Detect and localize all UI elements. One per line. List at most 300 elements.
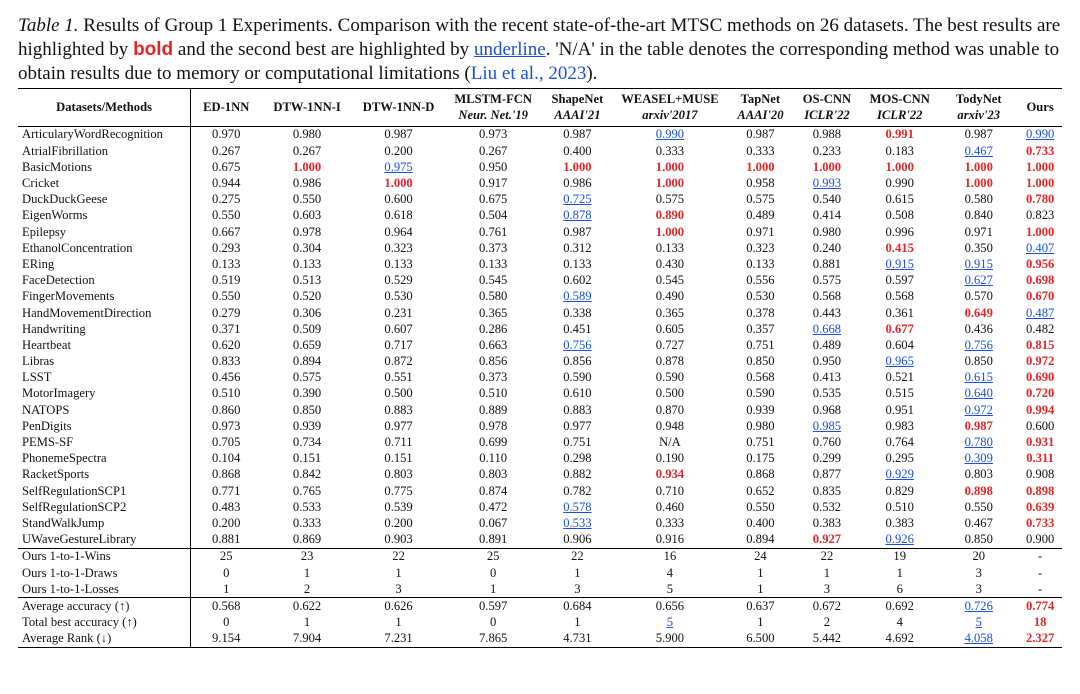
row-label: Cricket [18,176,191,192]
value: 0.618 [384,208,413,223]
results-table [18,88,1062,648]
best-value: 1.000 [746,159,775,174]
value: 0.656 [655,598,685,613]
second-best-value: 0.990 [655,127,685,142]
value-cell [939,581,1018,598]
row-label: BasicMotions [18,159,191,175]
value-cell [261,143,353,159]
value: 0.978 [292,224,322,239]
value: 0.803 [479,467,508,482]
value-cell [444,159,542,175]
value-cell [794,127,861,144]
value: 0.267 [212,143,241,158]
row-label: SelfRegulationSCP1 [18,483,191,499]
best-value: 0.898 [1025,483,1055,498]
value: 0.977 [384,418,413,433]
value-cell [860,598,939,615]
value-cell [444,483,542,499]
value: 4 [896,615,903,630]
value-cell [191,321,262,337]
value-cell [353,337,445,353]
value: 16 [663,549,677,564]
value: 0.760 [812,435,842,449]
value: 0.637 [746,598,775,613]
method-venue: arxiv'23 [957,107,1001,122]
value-cell [353,631,445,648]
value-cell [261,483,353,499]
second-best-value: 0.929 [885,467,914,482]
method-venue: ICLR'22 [876,107,923,122]
value-cell [191,467,262,483]
value-cell [261,548,353,565]
best-value: 0.720 [1025,386,1055,401]
value: 1 [757,581,764,596]
value-cell [794,354,861,370]
value-cell [613,337,727,353]
best-value: 1.000 [885,159,914,174]
value: 0.868 [212,467,241,482]
value-cell [1018,483,1062,499]
value-cell [1018,208,1062,224]
row-label: StandWalkJump [18,516,191,532]
value-cell [727,208,794,224]
value-cell [613,532,727,549]
value-cell [191,386,262,402]
value-cell [794,143,861,159]
value: 0.575 [655,192,685,207]
value-cell [1018,257,1062,273]
best-value: 0.774 [1025,598,1055,613]
value: 0.279 [212,305,241,320]
header-datasets-methods [18,89,191,127]
value-cell [794,516,861,532]
value-cell [794,565,861,581]
value-cell [261,192,353,208]
second-best-value: 0.467 [964,143,993,158]
best-value: 0.934 [655,467,685,482]
value: 0.275 [212,192,241,207]
value-cell [794,159,861,175]
value: 0.600 [384,192,413,207]
value-cell [939,289,1018,305]
comparison-row [18,581,1062,598]
value-cell [860,321,939,337]
value: 9.154 [212,631,241,646]
value: 7.231 [384,631,413,646]
value: 23 [300,549,314,564]
value-cell [444,289,542,305]
value: 0.400 [563,143,592,158]
second-best-value: 0.589 [563,289,592,304]
value-cell [939,240,1018,256]
header-method [191,89,262,127]
value-cell [939,354,1018,370]
value-cell [542,159,613,175]
value-cell [794,532,861,549]
value: 24 [754,549,767,564]
value-cell [353,192,445,208]
value-cell [353,289,445,305]
value: 0.840 [964,208,993,223]
value: 0.298 [563,451,592,466]
best-value: 0.987 [964,418,993,433]
row-label: SelfRegulationSCP2 [18,499,191,515]
value: 0.652 [746,483,775,498]
value-cell [860,499,939,515]
dataset-row [18,483,1062,499]
value-cell [727,176,794,192]
value-cell [1018,127,1062,144]
value: 0.529 [384,273,413,288]
best-value: 0.649 [964,305,993,320]
value: 0.986 [563,176,592,190]
value: 0.987 [964,127,993,142]
value: 0.532 [812,499,842,514]
value-cell [191,257,262,273]
value: 0.240 [812,240,842,255]
dataset-row [18,516,1062,532]
value: 0.983 [885,418,914,433]
value-cell [1018,273,1062,289]
value: 0.530 [746,289,775,304]
value: 0.980 [292,127,322,142]
value: 0.304 [292,240,322,255]
value-cell [860,224,939,240]
value: 0.231 [384,305,413,320]
value: 0.550 [746,499,775,514]
value-cell [191,615,262,631]
caption-label: Table 1. [18,15,79,36]
value-cell [939,337,1018,353]
dataset-row [18,451,1062,467]
row-label: PEMS-SF [18,435,191,451]
value-cell [613,370,727,386]
value-cell [613,548,727,565]
value: 0.436 [964,321,993,336]
value-cell [542,631,613,648]
value-cell [444,532,542,549]
value: 0.338 [563,305,592,320]
value-cell [542,240,613,256]
value: 0.323 [384,240,413,255]
value-cell [353,224,445,240]
value-cell [542,192,613,208]
value-cell [1018,451,1062,467]
value-cell [444,598,542,615]
value-cell [191,192,262,208]
value-cell [860,532,939,549]
header-method [542,89,613,127]
value-cell [939,143,1018,159]
value: 0.973 [479,127,508,142]
value: 0.622 [292,598,322,613]
value-cell [727,370,794,386]
row-label: FingerMovements [18,289,191,305]
best-value: 0.927 [812,532,842,547]
value-cell [613,631,727,648]
second-best-value: 0.926 [885,532,914,547]
method-name: WEASEL+MUSE [621,92,719,106]
value-cell [542,418,613,434]
value-cell [794,548,861,565]
value: 20 [972,549,986,564]
value: 0.383 [885,515,914,530]
value-cell [353,159,445,175]
value-cell [353,598,445,615]
value-cell [444,516,542,532]
header-method [261,89,353,127]
value: 22 [820,549,834,564]
value: 0.869 [292,532,322,547]
value: 0.333 [655,515,685,530]
value-cell [444,192,542,208]
second-best-value: 0.407 [1025,240,1055,255]
value-cell [727,337,794,353]
header-method [353,89,445,127]
value: 0.856 [563,354,592,369]
value: 0.823 [1025,208,1055,223]
value-cell [794,615,861,631]
value: 0.151 [384,451,413,466]
value: 0.414 [812,208,842,223]
value: 22 [571,549,584,564]
value-cell [353,208,445,224]
value: 0.761 [479,224,508,239]
value: 0 [223,565,230,580]
value-cell [542,224,613,240]
value-cell [444,321,542,337]
value: 0.500 [655,386,685,401]
value-cell [727,516,794,532]
value-cell [860,289,939,305]
value-cell [860,435,939,451]
value-cell [353,305,445,321]
value-cell [1018,337,1062,353]
row-label: Ours 1-to-1-Losses [18,581,191,598]
value-cell [444,418,542,434]
best-value: 0.994 [1025,402,1055,417]
second-best-value: 0.615 [964,370,993,385]
value-cell [613,143,727,159]
value: 0.620 [212,337,241,352]
value-cell [353,451,445,467]
value-cell [727,192,794,208]
value-cell [727,354,794,370]
value-cell [444,176,542,192]
value: 0.539 [384,499,413,514]
value-cell [353,321,445,337]
row-label: Average accuracy (↑) [18,598,191,615]
best-value: 0.677 [885,321,914,336]
value-cell [444,240,542,256]
value-cell [860,615,939,631]
value: 0.950 [479,159,508,174]
value: 0.667 [212,224,241,239]
value-cell [191,565,262,581]
value-cell [261,435,353,451]
value-cell [613,305,727,321]
value-cell [860,273,939,289]
value-cell [794,370,861,386]
dataset-row [18,159,1062,175]
value-cell [191,370,262,386]
best-value: 1.000 [964,176,993,190]
value: 0 [223,615,230,630]
value: 0.751 [563,435,592,449]
header-method [444,89,542,127]
value: 0.764 [885,435,914,449]
row-label: PhonemeSpectra [18,451,191,467]
value-cell [261,598,353,615]
table-caption [18,14,1062,86]
value: 1 [757,565,764,580]
value: 1 [574,565,581,580]
value: 0.575 [292,370,322,385]
row-label: UWaveGestureLibrary [18,532,191,549]
value-cell [939,516,1018,532]
value: 0.519 [212,273,241,288]
value: 0.451 [563,321,592,336]
best-value: 1.000 [812,159,842,174]
value: 0.602 [563,273,592,288]
value: 0.568 [746,370,775,385]
value: 0.850 [964,532,993,547]
value: 0.971 [964,224,993,239]
value: 0.850 [746,354,775,369]
value-cell [261,127,353,144]
value-cell [191,127,262,144]
dataset-row [18,240,1062,256]
value-cell [613,159,727,175]
value-cell [727,143,794,159]
value-cell [1018,176,1062,192]
value: 4.731 [563,631,592,646]
value: 0.951 [885,402,914,417]
value-cell [1018,159,1062,175]
value-cell [542,499,613,515]
value: 0.987 [384,127,413,142]
value: 0.540 [812,192,842,207]
value-cell [542,257,613,273]
value-cell [860,418,939,434]
value: 0.977 [563,418,592,433]
value-cell [444,273,542,289]
value: 0.545 [655,273,685,288]
value-cell [542,516,613,532]
value-cell [1018,289,1062,305]
value-cell [613,386,727,402]
value-cell [727,305,794,321]
row-label: EthanolConcentration [18,240,191,256]
value-cell [191,224,262,240]
best-value: 1.000 [655,224,685,239]
value: 19 [893,549,907,564]
second-best-value: 5 [975,615,982,630]
value: 5.900 [655,631,685,646]
best-value: 1.000 [563,159,592,174]
value-cell [542,337,613,353]
value-cell [939,435,1018,451]
value-cell [613,240,727,256]
value-cell [727,598,794,615]
value-cell [727,483,794,499]
value: 1 [757,615,764,630]
value: 0.267 [479,143,508,158]
dataset-row [18,354,1062,370]
best-value: 0.733 [1025,143,1055,158]
value-cell [727,289,794,305]
row-label: Ours 1-to-1-Draws [18,565,191,581]
value-cell [542,467,613,483]
value-cell [1018,615,1062,631]
header-method [1018,89,1062,127]
caption-text: . 'N/A' in the table denotes the corresponding method was unable to obtain results due to memory or computational limitations ( [18,39,1060,84]
value: 0.597 [885,273,914,288]
value: 1 [395,565,402,580]
value: 3 [975,565,982,580]
method-venue: arxiv'2017 [642,107,698,122]
value: 0.600 [1025,418,1055,433]
value-cell [860,483,939,499]
table-body [18,127,1062,648]
value: 0.590 [655,370,685,385]
second-best-value: 0.990 [1025,127,1055,142]
value: 0.535 [812,386,842,401]
row-label: Average Rank (↓) [18,631,191,648]
value-cell [727,451,794,467]
value: 2 [823,615,831,630]
dataset-row [18,321,1062,337]
value: 0.970 [212,127,241,142]
value: 0.110 [479,451,508,466]
value-cell [1018,467,1062,483]
header-method [860,89,939,127]
value: 0.872 [384,354,413,369]
caption-bold-word: bold [133,39,174,60]
value: 0.727 [655,337,685,352]
value: 0.295 [885,451,914,466]
value: 0.874 [479,483,508,498]
value-cell [1018,224,1062,240]
value-cell [261,321,353,337]
value-cell [353,581,445,598]
value-cell [939,565,1018,581]
best-value: 0.698 [1025,273,1055,288]
value: 0.996 [885,224,914,239]
value: 0.361 [885,305,914,320]
value: 0.568 [212,598,241,613]
value-cell [261,467,353,483]
best-value: 1.000 [655,176,685,190]
value: 0.575 [812,273,842,288]
value-cell [444,499,542,515]
value-cell [727,224,794,240]
value: 25 [219,549,233,564]
value: 0.883 [384,402,413,417]
value-cell [444,386,542,402]
value: 7.904 [292,631,322,646]
value: 0.551 [384,370,413,385]
value: 0.699 [479,435,508,449]
value: 0.383 [812,515,842,530]
citation-link[interactable]: Liu et al., 2023 [470,63,587,84]
value-cell [794,598,861,615]
value: 0.510 [885,499,914,514]
value: 0.717 [384,337,413,352]
value-cell [261,273,353,289]
header-method [727,89,794,127]
value: 0.293 [212,240,241,255]
